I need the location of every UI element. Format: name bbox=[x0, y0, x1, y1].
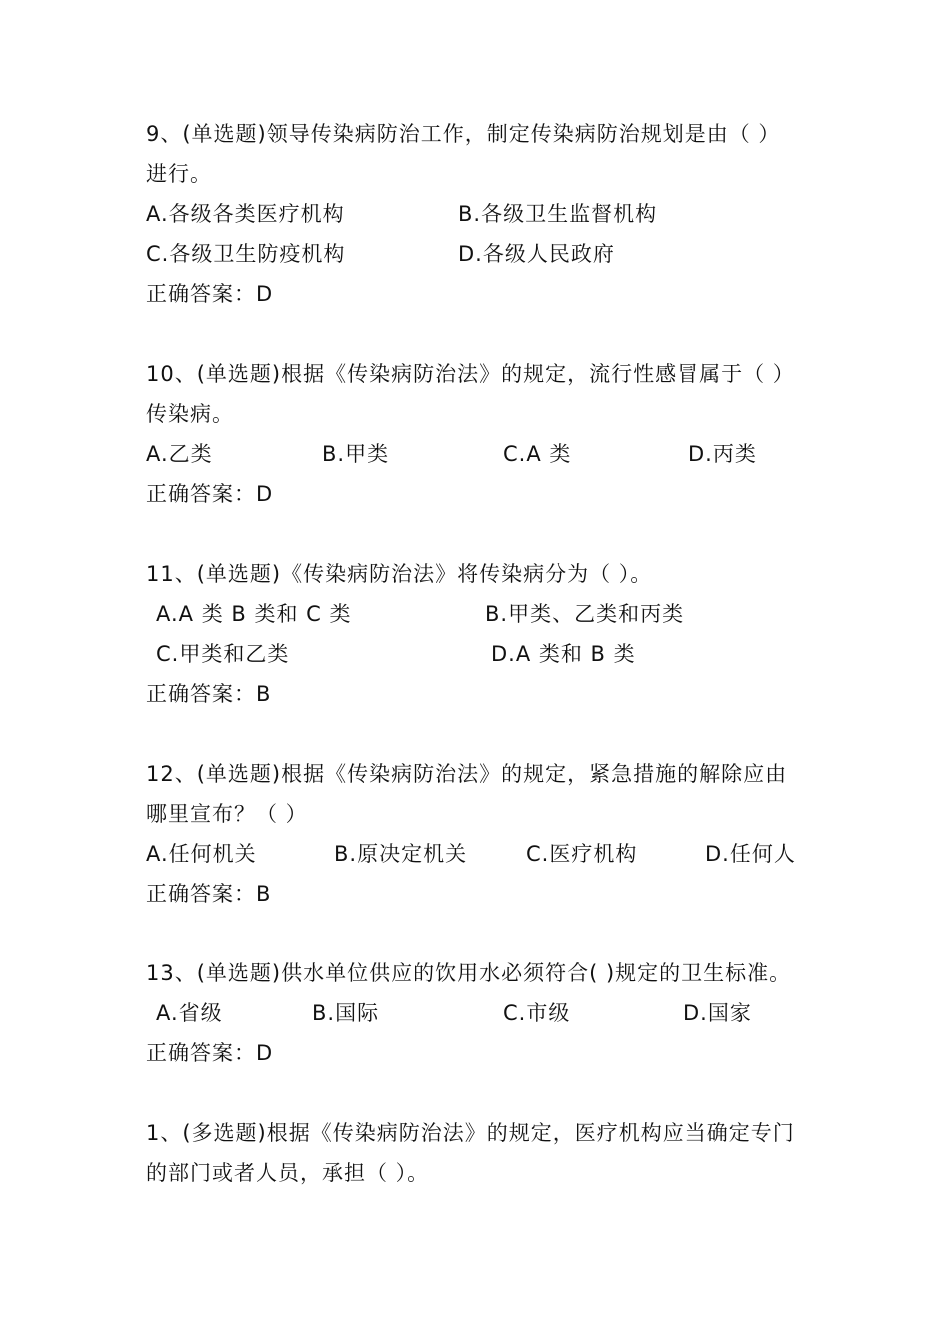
question-12-text-cont: 哪里宣布？（ ） bbox=[146, 802, 308, 826]
question-9-text: 9、(单选题)领导传染病防治工作，制定传染病防治规划是由（ ） bbox=[146, 122, 781, 146]
question-13-option-d: D.国家 bbox=[683, 1001, 752, 1025]
question-9-option-c: C.各级卫生防疫机构 bbox=[146, 242, 346, 266]
question-12-option-b: B.原决定机关 bbox=[334, 842, 468, 866]
question-9-option-a: A.各级各类医疗机构 bbox=[146, 202, 345, 226]
question-10-option-d: D.丙类 bbox=[688, 442, 757, 466]
question-13-text: 13、(单选题)供水单位供应的饮用水必须符合( )规定的卫生标准。 bbox=[146, 961, 792, 985]
question-9-answer: 正确答案：D bbox=[146, 282, 274, 306]
question-11-answer: 正确答案：B bbox=[146, 682, 272, 706]
question-11-option-b: B.甲类、乙类和丙类 bbox=[485, 602, 685, 626]
question-11-option-a: A.A 类 B 类和 C 类 bbox=[156, 602, 352, 626]
question-13-answer: 正确答案：D bbox=[146, 1041, 274, 1065]
question-10-text-cont: 传染病。 bbox=[146, 402, 234, 426]
question-multi-1-text: 1、(多选题)根据《传染病防治法》的规定，医疗机构应当确定专门 bbox=[146, 1121, 795, 1145]
question-multi-1-text-cont: 的部门或者人员，承担（ ）。 bbox=[146, 1161, 430, 1185]
question-13-option-b: B.国际 bbox=[312, 1001, 380, 1025]
question-9-option-d: D.各级人民政府 bbox=[458, 242, 615, 266]
question-12-option-d: D.任何人 bbox=[705, 842, 796, 866]
question-13-option-c: C.市级 bbox=[503, 1001, 571, 1025]
question-10-option-b: B.甲类 bbox=[322, 442, 390, 466]
question-13-option-a: A.省级 bbox=[156, 1001, 223, 1025]
question-11-option-d: D.A 类和 B 类 bbox=[491, 642, 636, 666]
question-10-option-c: C.A 类 bbox=[503, 442, 572, 466]
question-12-option-c: C.医疗机构 bbox=[526, 842, 638, 866]
question-10-answer: 正确答案：D bbox=[146, 482, 274, 506]
question-9-option-b: B.各级卫生监督机构 bbox=[458, 202, 658, 226]
question-11-text: 11、(单选题)《传染病防治法》将传染病分为（ ）。 bbox=[146, 562, 653, 586]
question-12-text: 12、(单选题)根据《传染病防治法》的规定，紧急措施的解除应由 bbox=[146, 762, 788, 786]
question-9-text-cont: 进行。 bbox=[146, 162, 212, 186]
question-12-answer: 正确答案：B bbox=[146, 882, 272, 906]
question-12-option-a: A.任何机关 bbox=[146, 842, 257, 866]
question-10-option-a: A.乙类 bbox=[146, 442, 213, 466]
question-10-text: 10、(单选题)根据《传染病防治法》的规定，流行性感冒属于（ ） bbox=[146, 362, 795, 386]
question-11-option-c: C.甲类和乙类 bbox=[156, 642, 290, 666]
